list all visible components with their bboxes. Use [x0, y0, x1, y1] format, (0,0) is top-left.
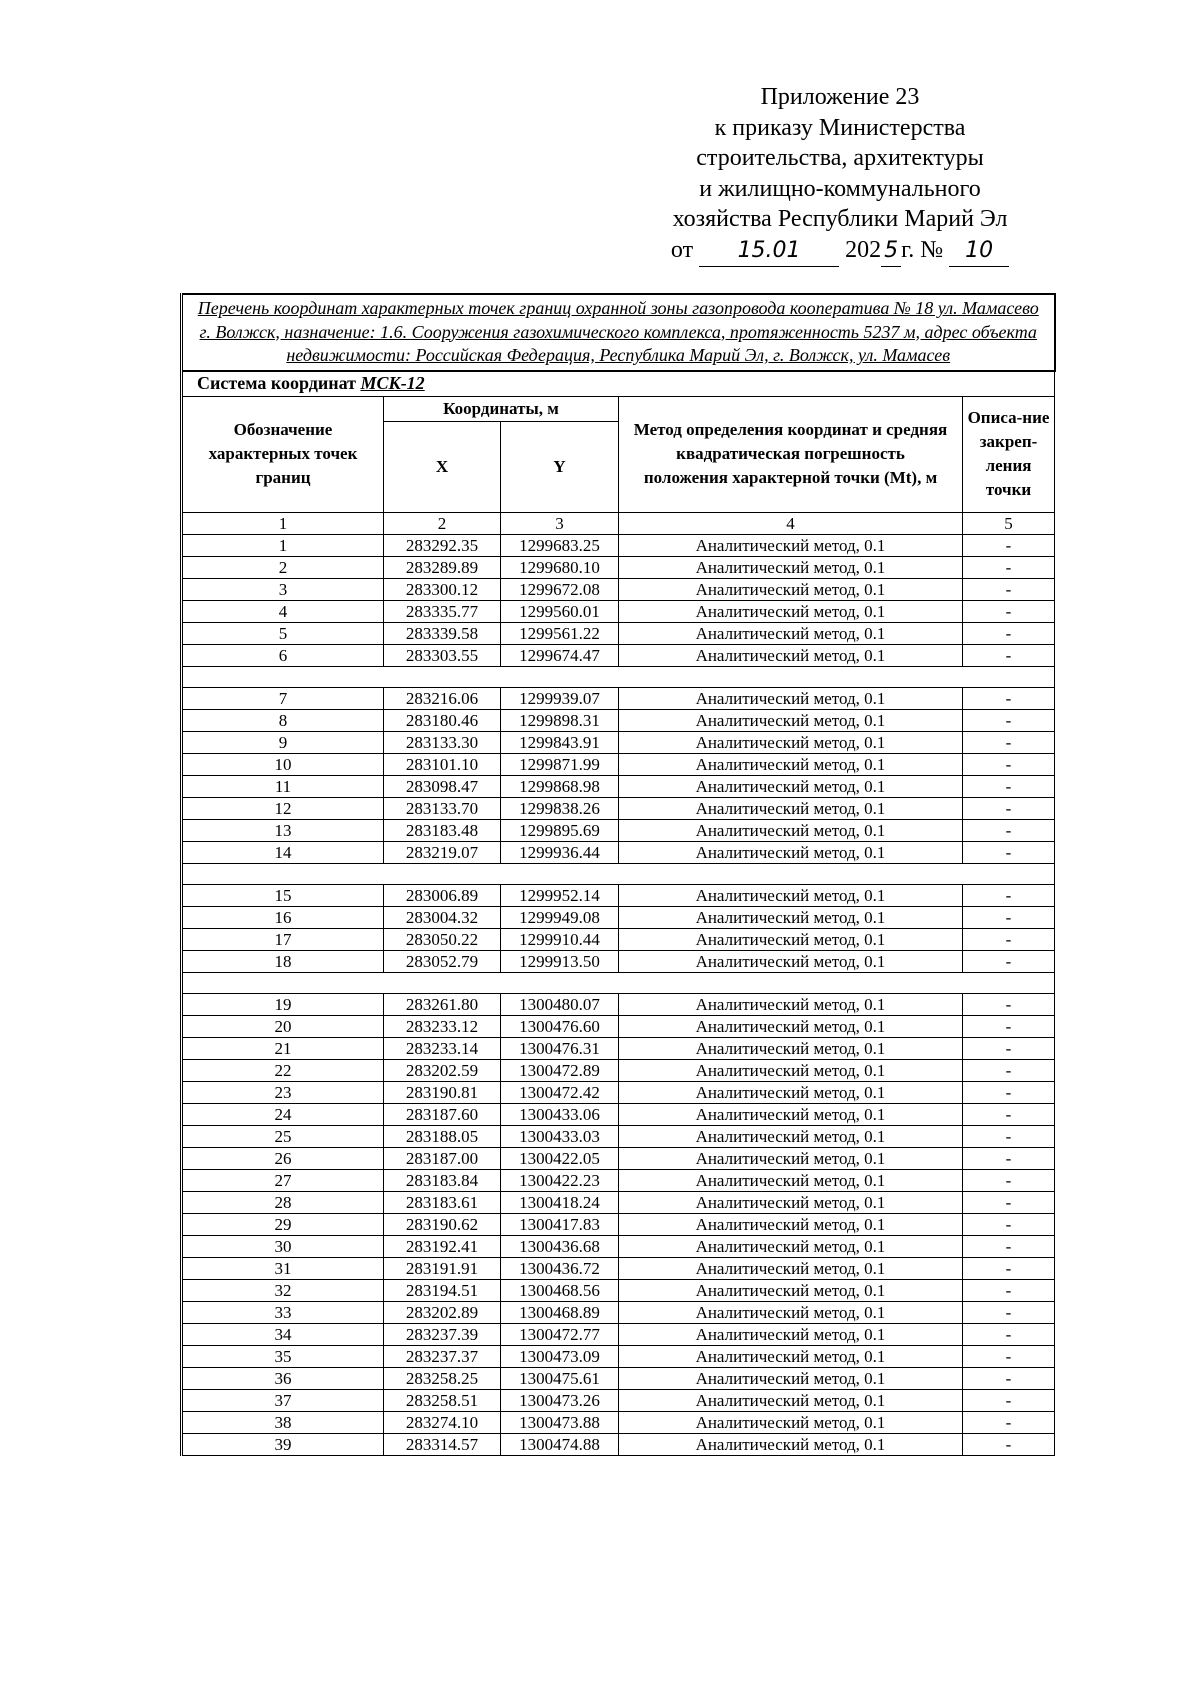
header-line: и жилищно-коммунального [699, 175, 981, 202]
description-cell: - [963, 687, 1055, 709]
description-cell: - [963, 709, 1055, 731]
header-line: хозяйства Республики Марий Эл [672, 206, 1008, 232]
method-cell: Аналитический метод, 0.1 [619, 819, 963, 841]
handwritten-number: 10 [949, 236, 1009, 268]
x-cell: 283050.22 [384, 928, 501, 950]
column-number: 5 [963, 512, 1055, 534]
x-cell: 283274.10 [384, 1411, 501, 1433]
x-cell: 283258.25 [384, 1367, 501, 1389]
x-cell: 283133.70 [384, 797, 501, 819]
table-row [182, 797, 1055, 819]
table-row [182, 687, 1055, 709]
method-cell: Аналитический метод, 0.1 [619, 753, 963, 775]
description-cell: - [963, 819, 1055, 841]
group-separator-row [182, 863, 1055, 884]
table-row [182, 709, 1055, 731]
x-cell: 283180.46 [384, 709, 501, 731]
point-id-cell: 8 [182, 709, 384, 731]
method-cell: Аналитический метод, 0.1 [619, 1213, 963, 1235]
method-cell: Аналитический метод, 0.1 [619, 1367, 963, 1389]
description-cell: - [963, 884, 1055, 906]
y-cell: 1300418.24 [501, 1191, 619, 1213]
table-row [182, 1367, 1055, 1389]
point-id-cell: 24 [182, 1103, 384, 1125]
y-cell: 1299672.08 [501, 578, 619, 600]
description-cell: - [963, 578, 1055, 600]
x-cell: 283052.79 [384, 950, 501, 972]
method-cell: Аналитический метод, 0.1 [619, 1323, 963, 1345]
y-cell: 1300472.77 [501, 1323, 619, 1345]
description-cell: - [963, 1059, 1055, 1081]
x-cell: 283303.55 [384, 644, 501, 666]
table-row [182, 534, 1055, 556]
x-cell: 283339.58 [384, 622, 501, 644]
description-cell: - [963, 1433, 1055, 1455]
description-cell: - [963, 993, 1055, 1015]
x-cell: 283237.37 [384, 1345, 501, 1367]
description-cell: - [963, 1367, 1055, 1389]
description-cell: - [963, 928, 1055, 950]
table-title: Перечень координат характерных точек границ охранной зоны газопровода кооператива № 18 ул. Мамасево г. Волжск, назначение: 1.6. Сооружения газохимического комплекса, протяженность 5237 м, адрес объекта недвижимости: Российская Федерация, Республика Марий Эл, г. Волжск, ул. Мамасев [182, 294, 1055, 371]
method-cell: Аналитический метод, 0.1 [619, 1257, 963, 1279]
point-id-cell: 36 [182, 1367, 384, 1389]
separator-cell [182, 863, 1055, 884]
table-row [182, 819, 1055, 841]
x-cell: 283219.07 [384, 841, 501, 863]
table-row [182, 1059, 1055, 1081]
x-cell: 283233.14 [384, 1037, 501, 1059]
y-cell: 1300433.06 [501, 1103, 619, 1125]
description-cell: - [963, 556, 1055, 578]
point-id-cell: 12 [182, 797, 384, 819]
point-id-cell: 21 [182, 1037, 384, 1059]
header-method: Метод определения координат и средняя квадратическая погрешность положения характерной точки (Mt), м [619, 396, 963, 512]
x-cell: 283190.62 [384, 1213, 501, 1235]
x-cell: 283187.60 [384, 1103, 501, 1125]
method-cell: Аналитический метод, 0.1 [619, 534, 963, 556]
y-cell: 1300472.89 [501, 1059, 619, 1081]
point-id-cell: 11 [182, 775, 384, 797]
column-number-row [182, 512, 1055, 534]
method-cell: Аналитический метод, 0.1 [619, 1037, 963, 1059]
method-cell: Аналитический метод, 0.1 [619, 622, 963, 644]
point-id-cell: 32 [182, 1279, 384, 1301]
method-cell: Аналитический метод, 0.1 [619, 928, 963, 950]
y-cell: 1300473.09 [501, 1345, 619, 1367]
x-cell: 283237.39 [384, 1323, 501, 1345]
y-cell: 1299674.47 [501, 644, 619, 666]
table-row [182, 578, 1055, 600]
number-prefix: г. № [901, 236, 944, 263]
table-row [182, 1015, 1055, 1037]
description-cell: - [963, 1037, 1055, 1059]
description-cell: - [963, 1279, 1055, 1301]
method-cell: Аналитический метод, 0.1 [619, 1147, 963, 1169]
group-separator-row [182, 666, 1055, 687]
y-cell: 1300468.56 [501, 1279, 619, 1301]
y-cell: 1299895.69 [501, 819, 619, 841]
table-row [182, 1433, 1055, 1455]
table-row [182, 600, 1055, 622]
point-id-cell: 33 [182, 1301, 384, 1323]
description-cell: - [963, 1213, 1055, 1235]
x-cell: 283289.89 [384, 556, 501, 578]
header-description: Описа-ние закреп-ления точки [963, 396, 1055, 512]
coordinate-system-value: МСК-12 [360, 373, 425, 393]
table-row [182, 884, 1055, 906]
y-cell: 1299952.14 [501, 884, 619, 906]
description-cell: - [963, 1103, 1055, 1125]
point-id-cell: 4 [182, 600, 384, 622]
table-row [182, 731, 1055, 753]
header-line: к приказу Министерства [714, 114, 966, 141]
order-date-line [600, 235, 1080, 268]
table-row [182, 1191, 1055, 1213]
description-cell: - [963, 1345, 1055, 1367]
header-x: X [384, 421, 501, 512]
table-row [182, 1213, 1055, 1235]
y-cell: 1299913.50 [501, 950, 619, 972]
method-cell: Аналитический метод, 0.1 [619, 993, 963, 1015]
method-cell: Аналитический метод, 0.1 [619, 1103, 963, 1125]
header-point: Обозначение характерных точек границ [182, 396, 384, 512]
y-cell: 1300476.60 [501, 1015, 619, 1037]
y-cell: 1299898.31 [501, 709, 619, 731]
point-id-cell: 18 [182, 950, 384, 972]
method-cell: Аналитический метод, 0.1 [619, 644, 963, 666]
description-cell: - [963, 1081, 1055, 1103]
x-cell: 283300.12 [384, 578, 501, 600]
x-cell: 283190.81 [384, 1081, 501, 1103]
y-cell: 1300436.68 [501, 1235, 619, 1257]
description-cell: - [963, 1411, 1055, 1433]
method-cell: Аналитический метод, 0.1 [619, 1015, 963, 1037]
table-row [182, 644, 1055, 666]
point-id-cell: 23 [182, 1081, 384, 1103]
x-cell: 283314.57 [384, 1433, 501, 1455]
description-cell: - [963, 1015, 1055, 1037]
y-cell: 1299838.26 [501, 797, 619, 819]
description-cell: - [963, 644, 1055, 666]
method-cell: Аналитический метод, 0.1 [619, 1389, 963, 1411]
point-id-cell: 29 [182, 1213, 384, 1235]
x-cell: 283233.12 [384, 1015, 501, 1037]
table-row [182, 906, 1055, 928]
y-cell: 1299843.91 [501, 731, 619, 753]
table-row [182, 1257, 1055, 1279]
y-cell: 1300480.07 [501, 993, 619, 1015]
y-cell: 1300436.72 [501, 1257, 619, 1279]
table-row [182, 950, 1055, 972]
method-cell: Аналитический метод, 0.1 [619, 884, 963, 906]
header-line: строительства, архитектуры [696, 145, 984, 171]
x-cell: 283098.47 [384, 775, 501, 797]
description-cell: - [963, 1147, 1055, 1169]
table-row [182, 1323, 1055, 1345]
method-cell: Аналитический метод, 0.1 [619, 775, 963, 797]
y-cell: 1300473.88 [501, 1411, 619, 1433]
y-cell: 1299910.44 [501, 928, 619, 950]
x-cell: 283192.41 [384, 1235, 501, 1257]
point-id-cell: 37 [182, 1389, 384, 1411]
description-cell: - [963, 622, 1055, 644]
group-separator-row [182, 972, 1055, 993]
point-id-cell: 7 [182, 687, 384, 709]
point-id-cell: 5 [182, 622, 384, 644]
date-prefix: от [670, 236, 694, 263]
y-cell: 1299680.10 [501, 556, 619, 578]
description-cell: - [963, 1323, 1055, 1345]
x-cell: 283216.06 [384, 687, 501, 709]
x-cell: 283004.32 [384, 906, 501, 928]
x-cell: 283183.61 [384, 1191, 501, 1213]
method-cell: Аналитический метод, 0.1 [619, 687, 963, 709]
description-cell: - [963, 1169, 1055, 1191]
table-row [182, 622, 1055, 644]
method-cell: Аналитический метод, 0.1 [619, 1169, 963, 1191]
point-id-cell: 26 [182, 1147, 384, 1169]
description-cell: - [963, 775, 1055, 797]
description-cell: - [963, 906, 1055, 928]
y-cell: 1300474.88 [501, 1433, 619, 1455]
coordinate-system-label: Система координат [197, 373, 356, 393]
method-cell: Аналитический метод, 0.1 [619, 556, 963, 578]
y-cell: 1300468.89 [501, 1301, 619, 1323]
description-cell: - [963, 1191, 1055, 1213]
point-id-cell: 35 [182, 1345, 384, 1367]
separator-cell [182, 666, 1055, 687]
table-row [182, 1125, 1055, 1147]
x-cell: 283188.05 [384, 1125, 501, 1147]
handwritten-year: 5 [881, 236, 901, 268]
point-id-cell: 2 [182, 556, 384, 578]
appendix-header [600, 82, 1080, 267]
point-id-cell: 34 [182, 1323, 384, 1345]
handwritten-date: 15.01 [699, 236, 839, 268]
x-cell: 283133.30 [384, 731, 501, 753]
point-id-cell: 38 [182, 1411, 384, 1433]
x-cell: 283187.00 [384, 1147, 501, 1169]
x-cell: 283292.35 [384, 534, 501, 556]
y-cell: 1299949.08 [501, 906, 619, 928]
method-cell: Аналитический метод, 0.1 [619, 1411, 963, 1433]
point-id-cell: 31 [182, 1257, 384, 1279]
point-id-cell: 14 [182, 841, 384, 863]
table-row [182, 1081, 1055, 1103]
method-cell: Аналитический метод, 0.1 [619, 731, 963, 753]
table-row [182, 1103, 1055, 1125]
description-cell: - [963, 753, 1055, 775]
header-y: Y [501, 421, 619, 512]
y-cell: 1299939.07 [501, 687, 619, 709]
y-cell: 1300472.42 [501, 1081, 619, 1103]
separator-cell [182, 972, 1055, 993]
method-cell: Аналитический метод, 0.1 [619, 1433, 963, 1455]
table-row [182, 775, 1055, 797]
method-cell: Аналитический метод, 0.1 [619, 906, 963, 928]
column-number: 1 [182, 512, 384, 534]
table-row [182, 1279, 1055, 1301]
table-row [182, 1235, 1055, 1257]
point-id-cell: 17 [182, 928, 384, 950]
method-cell: Аналитический метод, 0.1 [619, 600, 963, 622]
y-cell: 1300476.31 [501, 1037, 619, 1059]
point-id-cell: 10 [182, 753, 384, 775]
point-id-cell: 27 [182, 1169, 384, 1191]
y-cell: 1300475.61 [501, 1367, 619, 1389]
point-id-cell: 3 [182, 578, 384, 600]
method-cell: Аналитический метод, 0.1 [619, 1059, 963, 1081]
table-row [182, 1301, 1055, 1323]
y-cell: 1300473.26 [501, 1389, 619, 1411]
point-id-cell: 30 [182, 1235, 384, 1257]
description-cell: - [963, 731, 1055, 753]
x-cell: 283202.89 [384, 1301, 501, 1323]
y-cell: 1299871.99 [501, 753, 619, 775]
y-cell: 1299868.98 [501, 775, 619, 797]
year-prefix: 202 [845, 236, 882, 263]
table-row [182, 928, 1055, 950]
y-cell: 1299683.25 [501, 534, 619, 556]
method-cell: Аналитический метод, 0.1 [619, 1235, 963, 1257]
column-number: 4 [619, 512, 963, 534]
table-row [182, 556, 1055, 578]
table-row [182, 1037, 1055, 1059]
method-cell: Аналитический метод, 0.1 [619, 797, 963, 819]
method-cell: Аналитический метод, 0.1 [619, 1345, 963, 1367]
coordinate-system [182, 371, 1055, 397]
x-cell: 283261.80 [384, 993, 501, 1015]
point-id-cell: 1 [182, 534, 384, 556]
x-cell: 283194.51 [384, 1279, 501, 1301]
column-number: 2 [384, 512, 501, 534]
method-cell: Аналитический метод, 0.1 [619, 1279, 963, 1301]
description-cell: - [963, 797, 1055, 819]
point-id-cell: 22 [182, 1059, 384, 1081]
x-cell: 283335.77 [384, 600, 501, 622]
x-cell: 283258.51 [384, 1389, 501, 1411]
table-row [182, 1169, 1055, 1191]
y-cell: 1300433.03 [501, 1125, 619, 1147]
x-cell: 283183.84 [384, 1169, 501, 1191]
point-id-cell: 15 [182, 884, 384, 906]
x-cell: 283006.89 [384, 884, 501, 906]
description-cell: - [963, 1301, 1055, 1323]
method-cell: Аналитический метод, 0.1 [619, 1301, 963, 1323]
table-row [182, 993, 1055, 1015]
y-cell: 1300422.23 [501, 1169, 619, 1191]
y-cell: 1299936.44 [501, 841, 619, 863]
header-coords: Координаты, м [384, 396, 619, 421]
description-cell: - [963, 1235, 1055, 1257]
method-cell: Аналитический метод, 0.1 [619, 1125, 963, 1147]
point-id-cell: 13 [182, 819, 384, 841]
point-id-cell: 19 [182, 993, 384, 1015]
table-row [182, 1389, 1055, 1411]
description-cell: - [963, 534, 1055, 556]
table-row [182, 753, 1055, 775]
description-cell: - [963, 950, 1055, 972]
column-number: 3 [501, 512, 619, 534]
description-cell: - [963, 1257, 1055, 1279]
header-line: Приложение 23 [760, 84, 920, 110]
point-id-cell: 28 [182, 1191, 384, 1213]
method-cell: Аналитический метод, 0.1 [619, 1081, 963, 1103]
method-cell: Аналитический метод, 0.1 [619, 709, 963, 731]
method-cell: Аналитический метод, 0.1 [619, 950, 963, 972]
y-cell: 1299560.01 [501, 600, 619, 622]
method-cell: Аналитический метод, 0.1 [619, 841, 963, 863]
method-cell: Аналитический метод, 0.1 [619, 1191, 963, 1213]
table-row [182, 841, 1055, 863]
y-cell: 1299561.22 [501, 622, 619, 644]
y-cell: 1300422.05 [501, 1147, 619, 1169]
description-cell: - [963, 1125, 1055, 1147]
x-cell: 283183.48 [384, 819, 501, 841]
table-row [182, 1345, 1055, 1367]
description-cell: - [963, 600, 1055, 622]
point-id-cell: 39 [182, 1433, 384, 1455]
point-id-cell: 25 [182, 1125, 384, 1147]
description-cell: - [963, 841, 1055, 863]
method-cell: Аналитический метод, 0.1 [619, 578, 963, 600]
coordinates-table [180, 293, 1056, 1456]
x-cell: 283202.59 [384, 1059, 501, 1081]
table-row [182, 1147, 1055, 1169]
y-cell: 1300417.83 [501, 1213, 619, 1235]
point-id-cell: 6 [182, 644, 384, 666]
table-row [182, 1411, 1055, 1433]
x-cell: 283101.10 [384, 753, 501, 775]
description-cell: - [963, 1389, 1055, 1411]
point-id-cell: 16 [182, 906, 384, 928]
point-id-cell: 20 [182, 1015, 384, 1037]
point-id-cell: 9 [182, 731, 384, 753]
x-cell: 283191.91 [384, 1257, 501, 1279]
